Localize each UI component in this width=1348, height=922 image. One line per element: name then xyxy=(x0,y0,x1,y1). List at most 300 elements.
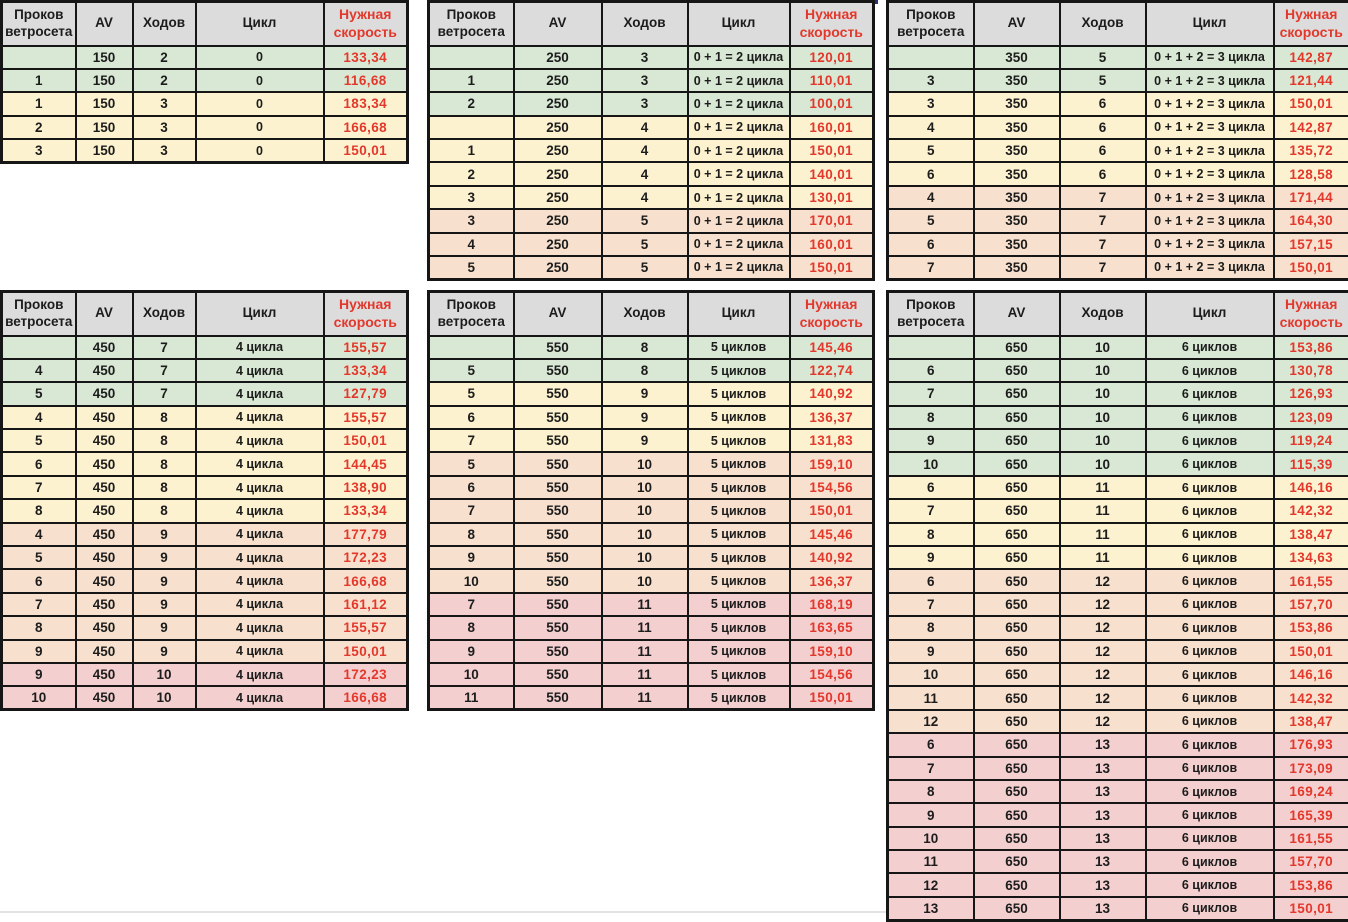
table-row xyxy=(888,359,1348,382)
cell-av: 450 xyxy=(76,569,133,592)
cell-hodov: 5 xyxy=(1060,69,1146,92)
cell-prokov: 9 xyxy=(888,429,974,452)
cell-cikl: 4 цикла xyxy=(196,406,324,429)
cell-cikl: 0 + 1 + 2 = 3 цикла xyxy=(1146,92,1274,115)
table-row xyxy=(429,476,874,499)
cell-cikl: 6 циклов xyxy=(1146,850,1274,873)
cell-av: 250 xyxy=(514,92,602,115)
table-row xyxy=(429,616,874,639)
cell-av: 250 xyxy=(514,162,602,185)
cell-prokov: 7 xyxy=(888,593,974,616)
cell-speed: 157,15 xyxy=(1274,233,1348,256)
cell-speed: 153,86 xyxy=(1274,336,1348,359)
column-header-hodov: Ходов xyxy=(602,2,688,46)
cell-hodov: 7 xyxy=(1060,209,1146,232)
cell-prokov xyxy=(429,116,514,139)
cell-speed: 161,55 xyxy=(1274,569,1348,592)
cell-hodov: 9 xyxy=(133,523,196,546)
cell-cikl: 0 + 1 = 2 цикла xyxy=(688,116,790,139)
cell-speed: 155,57 xyxy=(324,406,408,429)
cell-prokov: 10 xyxy=(2,686,76,709)
cell-hodov: 12 xyxy=(1060,686,1146,709)
cell-hodov: 12 xyxy=(1060,616,1146,639)
cell-av: 650 xyxy=(974,546,1060,569)
cell-hodov: 6 xyxy=(1060,139,1146,162)
cell-hodov: 12 xyxy=(1060,710,1146,733)
table-row xyxy=(429,69,874,92)
cell-cikl: 6 циклов xyxy=(1146,452,1274,475)
cell-av: 650 xyxy=(974,569,1060,592)
cell-speed: 133,34 xyxy=(324,46,408,69)
cell-cikl: 5 циклов xyxy=(688,499,790,522)
cell-av: 450 xyxy=(76,593,133,616)
cell-cikl: 5 циклов xyxy=(688,640,790,663)
cell-cikl: 0 + 1 + 2 = 3 цикла xyxy=(1146,186,1274,209)
cell-hodov: 13 xyxy=(1060,850,1146,873)
cell-cikl: 5 циклов xyxy=(688,523,790,546)
cell-prokov: 1 xyxy=(2,69,76,92)
cell-prokov xyxy=(888,46,974,69)
table-row xyxy=(429,452,874,475)
cell-av: 650 xyxy=(974,382,1060,405)
cell-av: 250 xyxy=(514,46,602,69)
cell-av: 350 xyxy=(974,233,1060,256)
cell-cikl: 5 циклов xyxy=(688,593,790,616)
table-row xyxy=(429,546,874,569)
cell-prokov: 4 xyxy=(2,359,76,382)
table-row xyxy=(888,162,1348,185)
table-row xyxy=(2,336,408,359)
cell-av: 150 xyxy=(76,46,133,69)
cell-speed: 154,56 xyxy=(790,476,874,499)
table-row xyxy=(2,476,408,499)
cell-prokov: 10 xyxy=(429,569,514,592)
cell-prokov: 6 xyxy=(888,733,974,756)
cell-prokov: 7 xyxy=(429,593,514,616)
cell-hodov: 10 xyxy=(602,546,688,569)
table-row xyxy=(888,803,1348,826)
cell-av: 250 xyxy=(514,139,602,162)
cell-hodov: 9 xyxy=(602,406,688,429)
cell-speed: 144,45 xyxy=(324,452,408,475)
cell-speed: 150,01 xyxy=(790,256,874,279)
cell-prokov xyxy=(429,46,514,69)
cell-prokov: 1 xyxy=(2,92,76,115)
cell-prokov: 3 xyxy=(2,139,76,162)
cell-av: 650 xyxy=(974,873,1060,896)
column-header-speed: Нужная скорость xyxy=(1274,292,1348,336)
cell-cikl: 0 + 1 + 2 = 3 цикла xyxy=(1146,162,1274,185)
cell-hodov: 8 xyxy=(133,476,196,499)
table-row xyxy=(429,406,874,429)
table-row xyxy=(429,593,874,616)
cell-hodov: 8 xyxy=(133,452,196,475)
cell-cikl: 6 циклов xyxy=(1146,569,1274,592)
cell-cikl: 0 + 1 = 2 цикла xyxy=(688,139,790,162)
cell-hodov: 8 xyxy=(133,406,196,429)
cell-cikl: 0 xyxy=(196,139,324,162)
cell-speed: 140,01 xyxy=(790,162,874,185)
cell-speed: 164,30 xyxy=(1274,209,1348,232)
table-row xyxy=(888,186,1348,209)
cell-cikl: 6 циклов xyxy=(1146,406,1274,429)
table-row xyxy=(888,569,1348,592)
cell-speed: 126,93 xyxy=(1274,382,1348,405)
table-row xyxy=(888,46,1348,69)
cell-cikl: 4 цикла xyxy=(196,523,324,546)
cell-cikl: 6 циклов xyxy=(1146,640,1274,663)
table-row xyxy=(2,69,408,92)
table-row xyxy=(2,359,408,382)
cell-cikl: 0 + 1 + 2 = 3 цикла xyxy=(1146,46,1274,69)
cell-cikl: 6 циклов xyxy=(1146,429,1274,452)
column-header-prokov: Проков ветросета xyxy=(2,292,76,336)
column-header-prokov: Проков ветросета xyxy=(888,292,974,336)
cell-prokov: 7 xyxy=(888,757,974,780)
header-row xyxy=(2,292,408,336)
column-header-speed: Нужная скорость xyxy=(790,2,874,46)
cell-cikl: 4 цикла xyxy=(196,476,324,499)
table-row xyxy=(888,452,1348,475)
cell-hodov: 11 xyxy=(1060,546,1146,569)
cell-speed: 140,92 xyxy=(790,382,874,405)
table-row xyxy=(429,663,874,686)
column-header-av: AV xyxy=(76,292,133,336)
table-row xyxy=(888,69,1348,92)
cell-cikl: 6 циклов xyxy=(1146,616,1274,639)
table-row xyxy=(888,116,1348,139)
cell-av: 650 xyxy=(974,827,1060,850)
cell-cikl: 5 циклов xyxy=(688,452,790,475)
cell-prokov: 5 xyxy=(888,139,974,162)
cell-prokov: 3 xyxy=(429,186,514,209)
table-row xyxy=(2,686,408,709)
cell-av: 450 xyxy=(76,663,133,686)
table-row xyxy=(2,523,408,546)
cell-av: 550 xyxy=(514,616,602,639)
cell-av: 650 xyxy=(974,897,1060,920)
cell-hodov: 13 xyxy=(1060,757,1146,780)
cell-cikl: 6 циклов xyxy=(1146,803,1274,826)
cell-cikl: 0 + 1 + 2 = 3 цикла xyxy=(1146,69,1274,92)
column-header-prokov: Проков ветросета xyxy=(888,2,974,46)
cell-cikl: 6 циклов xyxy=(1146,686,1274,709)
cell-speed: 100,01 xyxy=(790,92,874,115)
table-row xyxy=(429,569,874,592)
cell-hodov: 3 xyxy=(602,46,688,69)
cell-av: 550 xyxy=(514,382,602,405)
cell-hodov: 10 xyxy=(602,452,688,475)
cell-prokov: 4 xyxy=(429,233,514,256)
cell-speed: 128,58 xyxy=(1274,162,1348,185)
cell-speed: 116,68 xyxy=(324,69,408,92)
cell-speed: 130,78 xyxy=(1274,359,1348,382)
cell-hodov: 10 xyxy=(1060,429,1146,452)
cell-cikl: 5 циклов xyxy=(688,336,790,359)
cell-cikl: 6 циклов xyxy=(1146,780,1274,803)
cell-prokov: 9 xyxy=(429,640,514,663)
cell-av: 650 xyxy=(974,757,1060,780)
cell-prokov: 8 xyxy=(888,616,974,639)
cell-cikl: 5 циклов xyxy=(688,616,790,639)
cell-cikl: 6 циклов xyxy=(1146,710,1274,733)
cell-hodov: 6 xyxy=(1060,162,1146,185)
cell-hodov: 10 xyxy=(1060,452,1146,475)
cell-prokov xyxy=(888,336,974,359)
table-row xyxy=(888,780,1348,803)
cell-hodov: 8 xyxy=(602,359,688,382)
cell-speed: 150,01 xyxy=(324,640,408,663)
cell-speed: 138,47 xyxy=(1274,710,1348,733)
cell-prokov: 5 xyxy=(429,359,514,382)
table-row xyxy=(2,663,408,686)
cell-cikl: 4 цикла xyxy=(196,429,324,452)
cell-speed: 150,01 xyxy=(324,429,408,452)
cell-prokov: 4 xyxy=(2,406,76,429)
column-header-prokov: Проков ветросета xyxy=(2,2,76,46)
cell-hodov: 12 xyxy=(1060,593,1146,616)
table-row xyxy=(888,233,1348,256)
cell-prokov: 6 xyxy=(888,569,974,592)
cell-hodov: 2 xyxy=(133,46,196,69)
cell-prokov: 6 xyxy=(2,452,76,475)
column-header-hodov: Ходов xyxy=(602,292,688,336)
cell-cikl: 4 цикла xyxy=(196,663,324,686)
cell-av: 650 xyxy=(974,686,1060,709)
cell-speed: 160,01 xyxy=(790,233,874,256)
cell-av: 350 xyxy=(974,209,1060,232)
column-header-cikl: Цикл xyxy=(196,2,324,46)
cell-hodov: 10 xyxy=(1060,359,1146,382)
cell-prokov: 6 xyxy=(2,569,76,592)
cell-prokov: 7 xyxy=(2,476,76,499)
cell-cikl: 5 циклов xyxy=(688,476,790,499)
table-row xyxy=(2,46,408,69)
cell-prokov: 5 xyxy=(429,452,514,475)
speed-table-av-350 xyxy=(886,0,1348,281)
cell-hodov: 13 xyxy=(1060,827,1146,850)
cell-hodov: 9 xyxy=(133,616,196,639)
cell-av: 450 xyxy=(76,686,133,709)
cell-prokov: 2 xyxy=(2,116,76,139)
cell-speed: 142,87 xyxy=(1274,46,1348,69)
column-header-av: AV xyxy=(514,2,602,46)
cell-speed: 136,37 xyxy=(790,569,874,592)
cell-cikl: 5 циклов xyxy=(688,686,790,709)
cell-speed: 130,01 xyxy=(790,186,874,209)
cell-hodov: 7 xyxy=(1060,186,1146,209)
cell-av: 150 xyxy=(76,69,133,92)
cell-prokov: 5 xyxy=(2,546,76,569)
cell-av: 350 xyxy=(974,256,1060,279)
cell-cikl: 5 циклов xyxy=(688,406,790,429)
cell-av: 150 xyxy=(76,92,133,115)
cell-av: 650 xyxy=(974,336,1060,359)
column-header-av: AV xyxy=(76,2,133,46)
cell-prokov: 8 xyxy=(2,499,76,522)
cell-prokov: 3 xyxy=(888,69,974,92)
cell-av: 650 xyxy=(974,452,1060,475)
cell-speed: 166,68 xyxy=(324,569,408,592)
cell-speed: 150,01 xyxy=(324,139,408,162)
cell-av: 550 xyxy=(514,663,602,686)
cell-cikl: 5 циклов xyxy=(688,663,790,686)
table-row xyxy=(429,46,874,69)
cell-speed: 142,87 xyxy=(1274,116,1348,139)
cell-av: 450 xyxy=(76,499,133,522)
cell-hodov: 4 xyxy=(602,139,688,162)
cell-prokov: 7 xyxy=(2,593,76,616)
column-header-prokov: Проков ветросета xyxy=(429,2,514,46)
cell-av: 250 xyxy=(514,256,602,279)
cell-hodov: 9 xyxy=(133,640,196,663)
cell-speed: 166,68 xyxy=(324,116,408,139)
cell-cikl: 0 + 1 = 2 цикла xyxy=(688,92,790,115)
cell-hodov: 4 xyxy=(602,116,688,139)
cell-av: 350 xyxy=(974,116,1060,139)
cell-hodov: 12 xyxy=(1060,569,1146,592)
column-header-speed: Нужная скорость xyxy=(324,2,408,46)
table-row xyxy=(2,452,408,475)
cell-cikl: 0 xyxy=(196,92,324,115)
cell-hodov: 10 xyxy=(602,523,688,546)
cell-av: 550 xyxy=(514,359,602,382)
cell-prokov: 11 xyxy=(888,850,974,873)
cell-av: 550 xyxy=(514,640,602,663)
cell-cikl: 6 циклов xyxy=(1146,476,1274,499)
cell-av: 550 xyxy=(514,523,602,546)
cell-av: 350 xyxy=(974,46,1060,69)
table-row xyxy=(2,139,408,162)
table-row xyxy=(888,139,1348,162)
cell-hodov: 10 xyxy=(602,499,688,522)
cell-speed: 150,01 xyxy=(790,499,874,522)
cell-hodov: 4 xyxy=(602,186,688,209)
column-header-cikl: Цикл xyxy=(688,292,790,336)
cell-speed: 183,34 xyxy=(324,92,408,115)
cell-hodov: 7 xyxy=(133,336,196,359)
table-row xyxy=(2,429,408,452)
cell-hodov: 5 xyxy=(602,256,688,279)
cell-speed: 171,44 xyxy=(1274,186,1348,209)
cell-hodov: 3 xyxy=(133,92,196,115)
cell-av: 650 xyxy=(974,593,1060,616)
cell-av: 550 xyxy=(514,569,602,592)
table-row xyxy=(429,92,874,115)
cell-hodov: 9 xyxy=(133,593,196,616)
cell-hodov: 9 xyxy=(602,429,688,452)
speed-table-av-250 xyxy=(427,0,872,281)
cell-av: 450 xyxy=(76,429,133,452)
column-header-speed: Нужная скорость xyxy=(324,292,408,336)
cell-av: 650 xyxy=(974,523,1060,546)
cell-prokov: 8 xyxy=(888,780,974,803)
cell-cikl: 0 + 1 + 2 = 3 цикла xyxy=(1146,139,1274,162)
cell-prokov: 1 xyxy=(429,139,514,162)
table-row xyxy=(2,546,408,569)
cell-av: 250 xyxy=(514,233,602,256)
cell-speed: 153,86 xyxy=(1274,616,1348,639)
cell-cikl: 5 циклов xyxy=(688,429,790,452)
cell-av: 550 xyxy=(514,429,602,452)
cell-prokov: 9 xyxy=(888,640,974,663)
cell-av: 350 xyxy=(974,162,1060,185)
cell-av: 450 xyxy=(76,546,133,569)
cell-prokov: 2 xyxy=(429,92,514,115)
cell-av: 650 xyxy=(974,733,1060,756)
cell-prokov: 2 xyxy=(429,162,514,185)
header-row xyxy=(429,2,874,46)
table-row xyxy=(888,873,1348,896)
table-row xyxy=(429,233,874,256)
header-row xyxy=(429,292,874,336)
cell-av: 250 xyxy=(514,209,602,232)
cell-cikl: 6 циклов xyxy=(1146,757,1274,780)
cell-cikl: 6 циклов xyxy=(1146,663,1274,686)
cell-cikl: 0 + 1 + 2 = 3 цикла xyxy=(1146,256,1274,279)
cell-speed: 133,34 xyxy=(324,359,408,382)
column-header-speed: Нужная скорость xyxy=(790,292,874,336)
cell-hodov: 10 xyxy=(1060,406,1146,429)
cell-hodov: 11 xyxy=(602,640,688,663)
cell-speed: 150,01 xyxy=(1274,92,1348,115)
cell-speed: 176,93 xyxy=(1274,733,1348,756)
cell-av: 650 xyxy=(974,616,1060,639)
cell-cikl: 4 цикла xyxy=(196,616,324,639)
cell-hodov: 13 xyxy=(1060,733,1146,756)
cell-av: 550 xyxy=(514,593,602,616)
cell-hodov: 9 xyxy=(133,569,196,592)
cell-prokov: 10 xyxy=(429,663,514,686)
cell-speed: 121,44 xyxy=(1274,69,1348,92)
cell-speed: 153,86 xyxy=(1274,873,1348,896)
cell-prokov: 3 xyxy=(888,92,974,115)
table-row xyxy=(888,733,1348,756)
cell-hodov: 9 xyxy=(133,546,196,569)
cell-av: 450 xyxy=(76,616,133,639)
cell-prokov: 5 xyxy=(429,382,514,405)
cell-prokov: 8 xyxy=(2,616,76,639)
cell-prokov: 10 xyxy=(888,452,974,475)
cell-prokov: 6 xyxy=(888,162,974,185)
cell-speed: 150,01 xyxy=(790,686,874,709)
cell-hodov: 11 xyxy=(602,686,688,709)
table-row xyxy=(2,499,408,522)
table-row xyxy=(2,616,408,639)
cell-hodov: 11 xyxy=(602,593,688,616)
table-row xyxy=(429,256,874,279)
cell-hodov: 8 xyxy=(602,336,688,359)
cell-hodov: 6 xyxy=(1060,116,1146,139)
cell-speed: 161,55 xyxy=(1274,827,1348,850)
cell-av: 450 xyxy=(76,382,133,405)
cell-speed: 122,74 xyxy=(790,359,874,382)
cell-speed: 140,92 xyxy=(790,546,874,569)
cell-cikl: 0 + 1 + 2 = 3 цикла xyxy=(1146,233,1274,256)
cell-av: 450 xyxy=(76,452,133,475)
column-header-hodov: Ходов xyxy=(1060,292,1146,336)
cell-prokov: 5 xyxy=(888,209,974,232)
cell-hodov: 5 xyxy=(602,233,688,256)
cell-cikl: 4 цикла xyxy=(196,359,324,382)
column-header-hodov: Ходов xyxy=(133,292,196,336)
cell-prokov: 8 xyxy=(888,523,974,546)
cell-cikl: 4 цикла xyxy=(196,593,324,616)
cell-prokov: 12 xyxy=(888,710,974,733)
cell-speed: 159,10 xyxy=(790,640,874,663)
table-row xyxy=(888,710,1348,733)
table-row xyxy=(429,686,874,709)
